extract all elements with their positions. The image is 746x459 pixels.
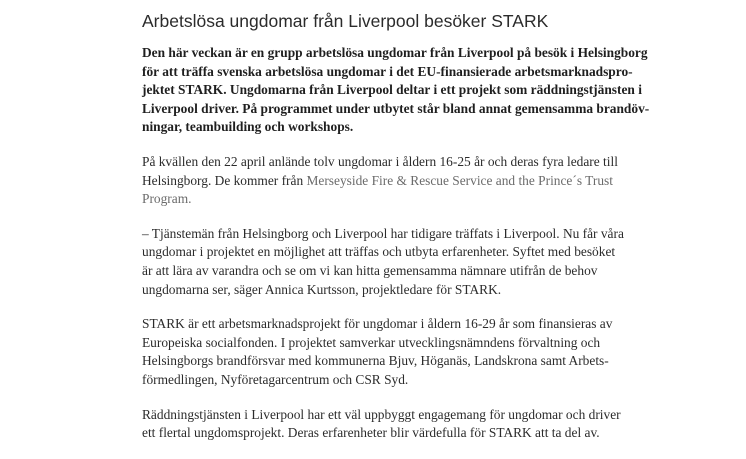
paragraph-line: Program.	[142, 191, 192, 207]
paragraph-line: förmedlingen, Nyföretagarcentrum och CSR Syd.	[142, 371, 409, 387]
article-title: Arbetslösa ungdomar från Liverpool besöker STARK	[142, 11, 549, 31]
lead-line: för att träffa svenska arbetslösa ungdomar i det EU-finansierade arbetsmarknadspro-	[142, 63, 633, 79]
paragraph-line: Räddningstjänsten i Liverpool har ett väl uppbyggt engagemang för ungdomar och driver	[142, 406, 621, 422]
article	[142, 8, 650, 459]
paragraph-stark	[142, 315, 612, 389]
paragraph-line: – Tjänstemän från Helsingborg och Liverpool har tidigare träffats i Liverpool. Nu får våra	[142, 225, 624, 241]
paragraph-line: Helsingborgs brandförsvar med kommunerna Bjuv, Höganäs, Landskrona samt Arbets-	[142, 353, 609, 369]
paragraph-line: På kvällen den 22 april anlände tolv ungdomar i åldern 16-25 år och deras fyra ledare till	[142, 153, 618, 169]
paragraph-line: är att lära av varandra och se om vi kan hitta gemensamma nämnare utifrån de behov	[142, 262, 598, 278]
paragraph-quote	[142, 225, 624, 299]
paragraph-line	[142, 172, 612, 191]
paragraph-liverpool	[142, 406, 621, 443]
paragraph-text: Helsingborg. De kommer från	[142, 172, 307, 188]
paragraph-line: ungdomar i projektet en möjlighet att träffas och utbyta erfarenheter. Syftet med besöket	[142, 244, 616, 260]
paragraph-line: STARK är ett arbetsmarknadsprojekt för ungdomar i åldern 16-29 år som finansieras av	[142, 316, 613, 332]
lead-line: Den här veckan är en grupp arbetslösa ungdomar från Liverpool på besök i Helsingborg	[142, 45, 648, 60]
lead-line: ningar, teambuilding och workshops.	[142, 119, 354, 135]
article-lead	[142, 44, 650, 137]
paragraph-line: ungdomarna ser, säger Annica Kurtsson, projektledare för STARK.	[142, 281, 502, 297]
paragraph-line: Europeiska socialfonden. I projektet samverkar utvecklingsnämndens förvaltning och	[142, 334, 601, 350]
lead-line: jektet STARK. Ungdomarna från Liverpool deltar i ett projekt som räddningstjänsten i	[142, 82, 642, 98]
paragraph-line: ett flertal ungdomsprojekt. Deras erfarenheter blir värdefulla för STARK att ta del av.	[142, 425, 600, 441]
organization-name: Merseyside Fire & Rescue Service and the Prince´s Trust	[306, 172, 613, 188]
lead-line: Liverpool driver. På programmet under utbytet står bland annat gemensamma brandöv-	[142, 100, 650, 116]
paragraph-arrival	[142, 153, 618, 209]
